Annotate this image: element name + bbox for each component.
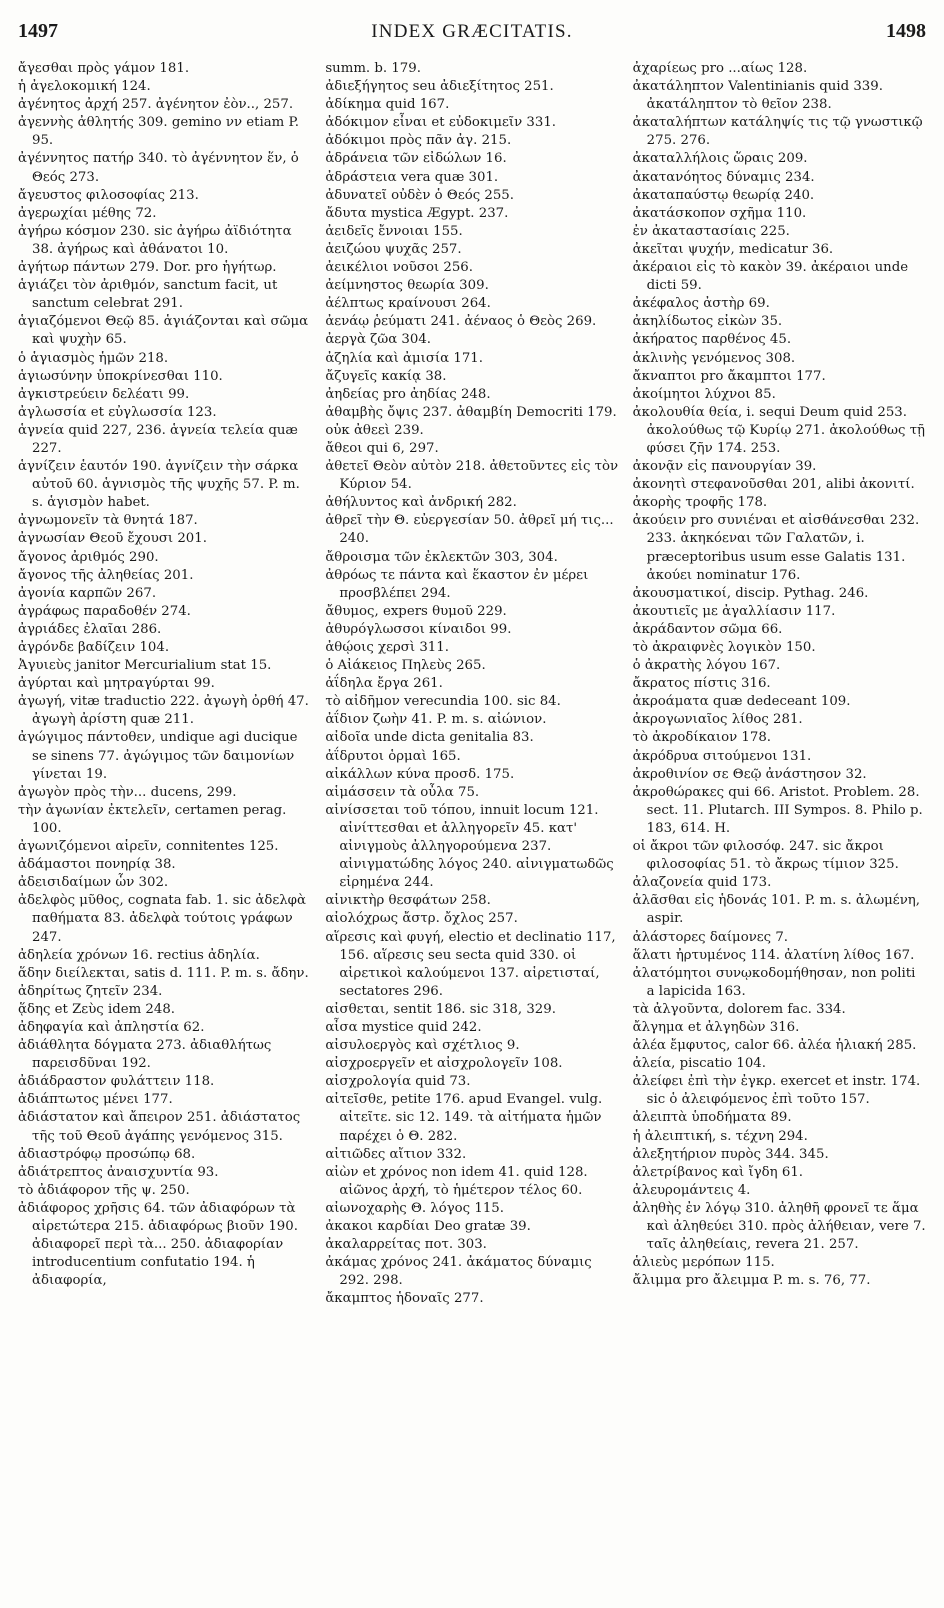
index-entry: ἀθαμβὴς ὄψις 237. ἀθαμβίη Democriti 179. bbox=[325, 404, 617, 420]
index-entry: ἐν ἀκαταστασίαις 225. bbox=[632, 223, 790, 239]
index-entry: αἰκάλλων κύνα προσδ. 175. bbox=[325, 766, 515, 782]
index-entry: ἀκράδαντον σῶμα 66. bbox=[632, 621, 783, 637]
index-entry: ἀδεισιδαίμων ὧν 302. bbox=[18, 875, 169, 891]
index-entry: ἀλεξητήριον πυρὸς 344. 345. bbox=[632, 1146, 829, 1162]
index-entry: ἁγνίζειν ἑαυτόν 190. ἁγνίζειν τὴν σάρκα αὐτοῦ 60. ἁγνισμὸς τῆς ψυχῆς 57. P. m. s. ἁγισμὸν habet. bbox=[18, 459, 300, 511]
index-entry: ἀενάῳ ῥεύματι 241. ἀέναος ὁ Θεὸς 269. bbox=[325, 314, 597, 330]
index-entry: ἀκρόδρυα σιτούμενοι 131. bbox=[632, 748, 812, 764]
index-entry: ἀγωγή, vitæ traductio 222. ἀγωγὴ ὀρθή 47. ἀγωγὴ ἀρίστη quæ 211. bbox=[18, 694, 309, 728]
index-entry: τὰ ἀλγοῦντα, dolorem fac. 334. bbox=[632, 1001, 846, 1017]
index-entry: ἀκροθώρακες qui 66. Aristot. Problem. 28. sect. 11. Plutarch. III Sympos. 8. Philo p. 183, 614. H. bbox=[632, 784, 923, 836]
index-entry: ἀθετεῖ Θεὸν αὐτὸν 218. ἀθετοῦντες εἰς τὸν Κύριον 54. bbox=[325, 459, 619, 493]
index-entry: ἀδιεξήγητος seu ἀδιεξίτητος 251. bbox=[325, 79, 554, 95]
index-entry: ἀδιάπτωτος μένει 177. bbox=[18, 1092, 173, 1108]
left-page-number: 1497 bbox=[18, 20, 58, 42]
index-entry: αἰσχρολογία quid 73. bbox=[325, 1074, 471, 1090]
index-entry: ἀγκιστρεύειν δελέατι 99. bbox=[18, 386, 190, 402]
index-entry: ἀεικέλιοι νοῦσοι 256. bbox=[325, 260, 473, 276]
index-entry: ἄκναπτοι pro ἄκαμπτοι 177. bbox=[632, 368, 826, 384]
index-entry: ἀδιαστρόφῳ προσώπῳ 68. bbox=[18, 1146, 196, 1162]
index-entry: ἀγέννητος πατήρ 340. τὸ ἀγέννητον ἕν, ὁ Θεός 273. bbox=[18, 151, 299, 185]
index-entry: ἀδράστεια vera quæ 301. bbox=[325, 169, 499, 185]
index-entry: τὸ ἀδιάφορον τῆς ψ. 250. bbox=[18, 1182, 190, 1198]
index-entry: τὴν ἀγωνίαν ἐκτελεῖν, certamen perag. 100. bbox=[18, 802, 287, 836]
index-entry: ἀκονητὶ στεφανοῦσθαι 201, alibi ἀκονιτί. bbox=[632, 477, 915, 493]
index-entry: ἀείμνηστος θεωρία 309. bbox=[325, 278, 489, 294]
index-entry: ἀγράφως παραδοθέν 274. bbox=[18, 603, 191, 619]
index-entry: αἵρεσις καὶ φυγή, electio et declinatio 117, 156. αἵρεσις seu secta quid 330. οἱ αἱρετικοὶ καλούμενοι 137. αἱρετισταί, sectatores 296. bbox=[325, 929, 616, 999]
index-entry: ἄγονος ἀριθμός 290. bbox=[18, 549, 159, 565]
index-entry: ἀγλωσσία et εὐγλωσσία 123. bbox=[18, 404, 217, 420]
index-entry: αἰτιῶδες αἴτιον 332. bbox=[325, 1146, 467, 1162]
index-entry: ἀγωγὸν πρὸς τὴν... ducens, 299. bbox=[18, 784, 237, 800]
index-entry: ἀγένητος ἀρχή 257. ἀγένητον ἐὸν.., 257. bbox=[18, 97, 294, 113]
index-entry: ἀκαλαρρείτας ποτ. 303. bbox=[325, 1237, 487, 1253]
index-column-middle bbox=[325, 60, 618, 1308]
index-entry: ἀγήτωρ πάντων 279. Dor. pro ἡγήτωρ. bbox=[18, 260, 277, 276]
index-entry: τὸ ἀκροδίκαιον 178. bbox=[632, 730, 772, 746]
index-entry: ἁγιαζόμενοι Θεῷ 85. ἁγιάζονται καὶ σῶμα καὶ ψυχὴν 65. bbox=[18, 314, 309, 348]
index-entry: ᾅδης et Ζεὺς idem 248. bbox=[18, 1001, 176, 1017]
index-entry: ἀειδεῖς ἔννοιαι 155. bbox=[325, 223, 463, 239]
index-entry: ἀγώγιμος πάντοθεν, undique agi ducique se sinens 77. ἀγώγιμος τῶν δαιμονίων γίνεται 19. bbox=[18, 730, 298, 782]
index-entry: ἀέλπτως κραίνουσι 264. bbox=[325, 296, 491, 312]
index-entry: ἀηδείας pro ἀηδίας 248. bbox=[325, 386, 491, 402]
index-entry: ἀκατάληπτον Valentinianis quid 339. ἀκατάληπτον τὸ θεῖον 238. bbox=[632, 79, 883, 113]
index-entry: ἅλατι ἠρτυμένος 114. ἀλατίνη λίθος 167. bbox=[632, 947, 915, 963]
index-entry: ἀδιάθλητα δόγματα 273. ἀδιαθλήτως παρεισδῦναι 192. bbox=[18, 1038, 272, 1072]
index-entry: ἄζυγεῖς κακίᾳ 38. bbox=[325, 368, 447, 384]
index-entry: ἀδελφὸς μῦθος, cognata fab. 1. sic ἀδελφὰ παθήματα 83. ἀδελφὰ τούτοις γράφων 247. bbox=[18, 893, 306, 945]
index-column-right bbox=[633, 60, 926, 1308]
index-entry: ἀΐδηλα ἔργα 261. bbox=[325, 676, 443, 692]
index-entry: ἀκακοι καρδίαι Deo gratæ 39. bbox=[325, 1219, 531, 1234]
index-entry: αἰδοῖα unde dicta genitalia 83. bbox=[325, 730, 534, 746]
index-entry: ἁλιεὺς μερόπων 115. bbox=[632, 1255, 775, 1271]
index-entry: ἅδην διείλεκται, satis d. 111. P. m. s. ἄδην. bbox=[18, 965, 309, 981]
index-entry: αἰὼν et χρόνος non idem 41. quid 128. αἰῶνος ἀρχή, τὸ ἡμέτερον τέλος 60. bbox=[325, 1164, 588, 1198]
index-entry: ἀλειπτὰ ὑποδήματα 89. bbox=[632, 1110, 792, 1126]
index-entry: ἀθῴοις χερσὶ 311. bbox=[325, 640, 449, 655]
right-page-number: 1498 bbox=[886, 20, 926, 42]
index-entry: ἄλιμμα pro ἄλειμμα P. m. s. 76, 77. bbox=[632, 1273, 871, 1289]
index-entry: αἰσυλοεργὸς καὶ σχέτλιος 9. bbox=[325, 1038, 520, 1054]
index-entry: ἀθήλυντος καὶ ἀνδρική 282. bbox=[325, 495, 517, 511]
index-entry: αἰωνοχαρὴς Θ. λόγος 115. bbox=[325, 1200, 504, 1216]
index-entry: ἀθρεῖ τὴν Θ. εὐεργεσίαν 50. ἀθρεῖ μή τις... 240. bbox=[325, 513, 614, 547]
index-entry: ἄκαμπτος ἡδοναῖς 277. bbox=[325, 1291, 484, 1307]
index-entry: ἄθεοι qui 6, 297. bbox=[325, 440, 439, 456]
index-entry: ἀλατόμητοι συνῳκοδομήθησαν, non politi a lapicida 163. bbox=[632, 965, 916, 999]
index-entry: ἀειζώου ψυχᾶς 257. bbox=[325, 241, 462, 257]
index-entry: ἀκούειν pro συνιέναι et αἰσθάνεσθαι 232. 233. ἀκηκόεναι τῶν Γαλατῶν, i. præceptoribus usum esse Galatis 131. ἀκούει nominatur 176. bbox=[632, 513, 920, 583]
index-entry: ἀκλινὴς γενόμενος 308. bbox=[632, 350, 796, 366]
index-entry: ἀλᾶσθαι εἰς ἡδονάς 101. P. m. s. ἀλωμένη, aspir. bbox=[632, 893, 920, 927]
index-entry: ἀδράνεια τῶν εἰδώλων 16. bbox=[325, 151, 507, 167]
index-entry: ἀκεῖται ψυχήν, medicatur 36. bbox=[632, 241, 834, 257]
index-entry: ἀγονία καρπῶν 267. bbox=[18, 585, 157, 601]
index-entry: ἀκατανόητος δύναμις 234. bbox=[632, 169, 815, 185]
index-entry: ἀκροθινίον σε Θεῷ ἀνάστησον 32. bbox=[632, 766, 867, 782]
index-entry: ἀδιάτρεπτος ἀναισχυντία 93. bbox=[18, 1164, 219, 1180]
index-entry: αἱμάσσειν τὰ οὖλα 75. bbox=[325, 784, 480, 800]
index-entry: ἄγευστος φιλοσοφίας 213. bbox=[18, 187, 199, 203]
index-entry: ἀκονᾷν εἰς πανουργίαν 39. bbox=[632, 459, 817, 475]
index-entry: ἀδόκιμοι πρὸς πᾶν ἀγ. 215. bbox=[325, 133, 512, 149]
index-entry: ἀδυνατεῖ οὐδὲν ὁ Θεός 255. bbox=[325, 187, 514, 203]
index-entry: οὐκ ἀθεεὶ 239. bbox=[325, 422, 424, 438]
index-entry: ἀκοίμητοι λύχνοι 85. bbox=[632, 386, 776, 402]
index-entry: ἀθυρόγλωσσοι κίναιδοι 99. bbox=[325, 621, 512, 637]
index-entry: ἡ ἀγελοκομική 124. bbox=[18, 79, 151, 95]
index-entry: ἄθυμος, expers θυμοῦ 229. bbox=[325, 603, 507, 619]
index-entry: ἀγύρται καὶ μητραγύρται 99. bbox=[18, 676, 215, 692]
index-entry: ἀδάμαστοι πονηρίᾳ 38. bbox=[18, 857, 176, 873]
index-entry: ἄλγημα et ἀλγηδὼν 316. bbox=[632, 1019, 800, 1035]
index-entry: ὁ ἁγιασμὸς ἡμῶν 218. bbox=[18, 350, 169, 366]
index-entry: αἰολόχρως ἄστρ. ὄχλος 257. bbox=[325, 911, 518, 927]
index-entry: ἀκολουθία θεία, i. sequi Deum quid 253. ἀκολούθως τῷ Κυρίῳ 271. ἀκολούθως τῇ φύσει ζῆν 174. 253. bbox=[632, 404, 926, 456]
index-entry: ἀγερωχίαι μέθης 72. bbox=[18, 205, 157, 221]
index-entry: ἄγεσθαι πρὸς γάμον 181. bbox=[18, 61, 190, 76]
index-entry: ἁγνεία quid 227, 236. ἁγνεία τελεία quæ 227. bbox=[18, 422, 298, 456]
index-entry: ἀγνωσίαν Θεοῦ ἔχουσι 201. bbox=[18, 531, 207, 547]
index-entry: ἀΐδιον ζωὴν 41. P. m. s. αἰώνιον. bbox=[325, 712, 547, 728]
index-entry: ἀΐδρυτοι ὁρμαὶ 165. bbox=[325, 748, 461, 764]
index-entry: ἁγιωσύνην ὑποκρίνεσθαι 110. bbox=[18, 368, 223, 384]
index-entry: ἀκρογωνιαῖος λίθος 281. bbox=[632, 712, 803, 728]
index-entry: ἀκαταλήπτων κατάληψίς τις τῷ γνωστικῷ 275. 276. bbox=[632, 115, 923, 149]
index-entry: ἀγρόνδε βαδίζειν 104. bbox=[18, 640, 170, 655]
index-entry: ἀλεία, piscatio 104. bbox=[632, 1056, 766, 1072]
index-entry: ἄγονος τῆς ἀληθείας 201. bbox=[18, 567, 194, 583]
index-entry: ἀκροάματα quæ dedeceant 109. bbox=[632, 694, 851, 710]
index-entry: ἀθρόως τε πάντα καὶ ἕκαστον ἐν μέρει προσβλέπει 294. bbox=[325, 567, 589, 601]
index-entry: τὸ ἀκραιφνὲς λογικὸν 150. bbox=[632, 640, 816, 655]
index-entry: ἀληθὴς ἐν λόγῳ 310. ἀληθῆ φρονεῖ τε ἅμα καὶ ἀληθεύει 310. πρὸς ἀλήθειαν, vere 7. ταῖς ἀληθείαις, revera 21. 257. bbox=[632, 1200, 926, 1253]
index-entry: ἀδιάστατον καὶ ἄπειρον 251. ἀδιάστατος τῆς τοῦ Θεοῦ ἀγάπης γενόμενος 315. bbox=[18, 1110, 301, 1144]
page-header bbox=[18, 20, 926, 54]
index-entry: ἄκρατος πίστις 316. bbox=[632, 676, 771, 692]
index-entry: summ. b. 179. bbox=[325, 61, 421, 76]
index-entry: ἀλείφει ἐπὶ τὴν ἐγκρ. exercet et instr. 174. sic ὁ ἀλειφόμενος ἐπὶ τοῦτο 157. bbox=[632, 1074, 921, 1108]
index-entry: αἶσα mystice quid 242. bbox=[325, 1019, 482, 1035]
index-entry: ἀκέφαλος ἀστὴρ 69. bbox=[632, 296, 770, 312]
index-entry: ἀδόκιμον εἶναι et εὐδοκιμεῖν 331. bbox=[325, 115, 557, 131]
index-entry: ἀκαταπαύστῳ θεωρίᾳ 240. bbox=[632, 187, 815, 203]
index-entry: ἀκηλίδωτος εἰκὼν 35. bbox=[632, 314, 783, 330]
index-entry: Ἀγυιεὺς janitor Mercurialium stat 15. bbox=[18, 658, 272, 674]
index-entry: αἰνίσσεται τοῦ τόπου, innuit locum 121. αἰνίττεσθαι et ἀλληγορεῖν 45. κατ' αἰνιγμοὺς ἀλληγορούμενα 237. αἰνιγματώδης λόγος 240. αἰνιγματωδῶς εἰρημένα 244. bbox=[325, 802, 614, 891]
index-entry: ἀγριάδες ἐλαῖαι 286. bbox=[18, 621, 162, 637]
index-entry: ἀγεννὴς ἀθλητής 309. gemino νν etiam P. 95. bbox=[18, 115, 299, 149]
index-entry: ἀδιάφορος χρῆσις 64. τῶν ἀδιαφόρων τὰ αἱρετώτερα 215. ἀδιαφόρως βιοῦν 190. ἀδιαφορεῖ περὶ τὰ... 250. ἀδιαφορίαν introducentium confutatio 194. ἡ ἀδιαφορία, bbox=[18, 1200, 298, 1289]
index-entry: ἀδίκημα quid 167. bbox=[325, 97, 450, 113]
index-entry: ἄδυτα mystica Ægypt. 237. bbox=[325, 205, 509, 221]
index-entry: ἀκορὴς τροφῆς 178. bbox=[632, 495, 768, 511]
index-entry: ἀλάστορες δαίμονες 7. bbox=[632, 929, 789, 945]
index-entry: ἀγωνιζόμενοι αἱρεῖν, connitentes 125. bbox=[18, 839, 279, 855]
index-entry: ἀκατάσκοπον σχῆμα 110. bbox=[632, 205, 807, 221]
index-entry: ἀκουτιεῖς με ἀγαλλίασιν 117. bbox=[632, 603, 836, 619]
index-entry: ἀκαταλλήλοις ὥραις 209. bbox=[632, 151, 808, 167]
index-entry: ἁγιάζει τὸν ἀριθμόν, sanctum facit, ut sanctum celebrat 291. bbox=[18, 278, 278, 312]
index-entry: ἀλέα ἔμφυτος, calor 66. ἀλέα ἡλιακή 285. bbox=[632, 1038, 917, 1054]
index-entry: αἰτεῖσθε, petite 176. apud Evangel. vulg. αἰτεῖτε. sic 12. 149. τὰ αἰτήματα ἡμῶν παρέχει ὁ Θ. 282. bbox=[325, 1092, 603, 1144]
running-title: INDEX GRÆCITATIS. bbox=[371, 21, 573, 42]
index-entry: ἀκάμας χρόνος 241. ἀκάματος δύναμις 292. 298. bbox=[325, 1255, 592, 1289]
index-entry: τὸ αἰδῆμον verecundia 100. sic 84. bbox=[325, 694, 561, 710]
index-entry: ἀγνωμονεῖν τὰ θνητά 187. bbox=[18, 513, 198, 529]
index-entry: ἀγήρω κόσμον 230. sic ἀγήρω ἀϊδιότητα 38. ἀγήρως καὶ ἀθάνατοι 10. bbox=[18, 223, 292, 257]
index-entry: αἰνικτὴρ θεσφάτων 258. bbox=[325, 893, 491, 909]
index-entry: ἄθροισμα τῶν ἐκλεκτῶν 303, 304. bbox=[325, 549, 558, 565]
index-entry: ἀλετρίβανος καὶ ἴγδη 61. bbox=[632, 1164, 804, 1180]
index-column-left bbox=[18, 60, 311, 1308]
index-entry: ἀδηφαγία καὶ ἀπληστία 62. bbox=[18, 1019, 205, 1035]
index-entry: οἱ ἄκροι τῶν φιλοσόφ. 247. sic ἄκροι φιλοσοφίας 51. τὸ ἄκρως τίμιον 325. bbox=[632, 839, 899, 873]
index-entry: ἀλευρομάντεις 4. bbox=[632, 1182, 751, 1198]
index-entry: ὁ ἀκρατὴς λόγου 167. bbox=[632, 658, 781, 674]
index-entry: ἡ ἀλειπτική, s. τέχνη 294. bbox=[632, 1128, 808, 1144]
index-entry: ἀχαρίεως pro ...αίως 128. bbox=[632, 61, 808, 76]
index-entry: ἀδηρίτως ζητεῖν 234. bbox=[18, 983, 163, 999]
index-columns bbox=[18, 60, 926, 1308]
index-entry: ἀεργὰ ζῶα 304. bbox=[325, 332, 432, 348]
index-entry: ἀκέραιοι εἰς τὸ κακὸν 39. ἀκέραιοι unde dicti 59. bbox=[632, 260, 909, 294]
index-entry: ἀκήρατος παρθένος 45. bbox=[632, 332, 792, 348]
index-entry: ὁ Αἰάκειος Πηλεὺς 265. bbox=[325, 658, 486, 674]
index-entry: ἀλαζονεία quid 173. bbox=[632, 875, 772, 891]
index-entry: αἰσθεται, sentit 186. sic 318, 329. bbox=[325, 1001, 556, 1017]
index-entry: ἀζηλία καὶ ἀμισία 171. bbox=[325, 350, 483, 366]
index-entry: ἀκουσματικοί, discip. Pythag. 246. bbox=[632, 585, 869, 601]
index-entry: ἀδιάδραστον φυλάττειν 118. bbox=[18, 1074, 215, 1090]
index-entry: ἀδηλεία χρόνων 16. rectius ἀδηλία. bbox=[18, 947, 260, 963]
index-entry: αἰσχροεργεῖν et αἰσχρολογεῖν 108. bbox=[325, 1056, 563, 1072]
